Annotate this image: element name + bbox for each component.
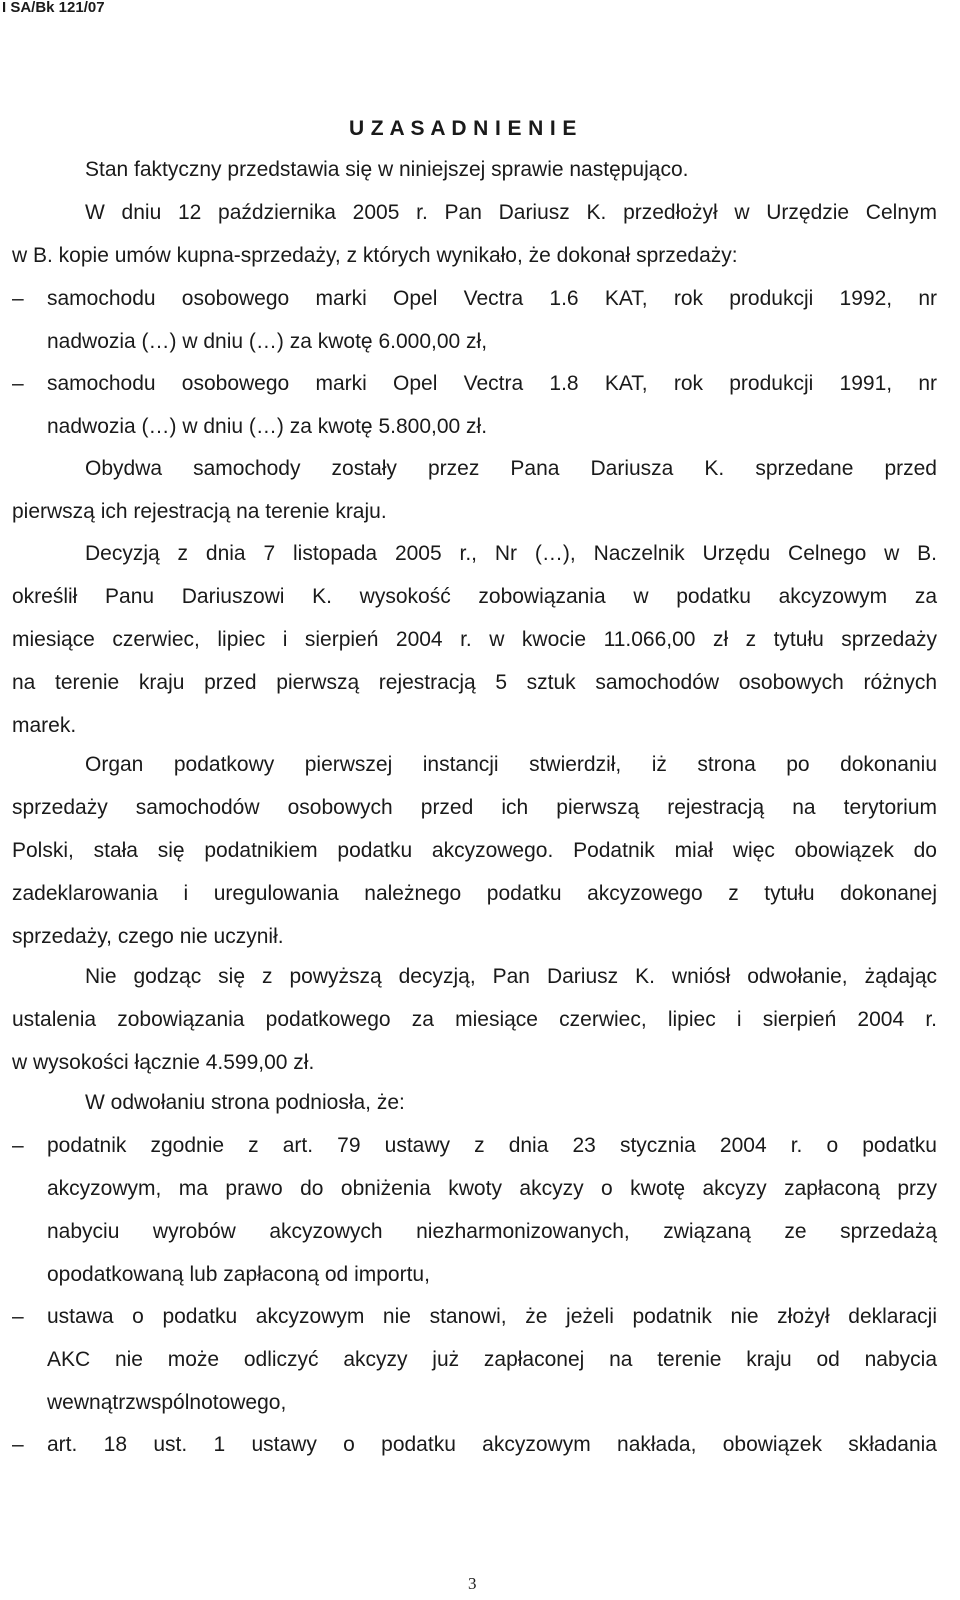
list-item [12, 1423, 937, 1466]
text-line: W dniu 12 października 2005 r. Pan Dariusz K. przedłożył w Urzędzie Celnym [85, 201, 937, 224]
text-line: marek. [12, 714, 77, 737]
list-item [12, 1124, 937, 1296]
text-line: zadeklarowania i uregulowania należnego podatku akcyzowego z tytułu dokonanej [12, 882, 937, 905]
case-reference: I SA/Bk 121/07 [2, 0, 105, 16]
text-line: określił Panu Dariuszowi K. wysokość zobowiązania w podatku akcyzowym za [12, 585, 937, 608]
paragraph-sold-before-registration [12, 447, 937, 533]
text-line: AKC nie może odliczyć akcyzy już zapłaconej na terenie kraju od nabycia [47, 1348, 937, 1371]
text-line: Obydwa samochody zostały przez Pana Dariusza K. sprzedane przed [85, 457, 937, 480]
paragraph-decision [12, 532, 937, 747]
dash-bullet: – [12, 1433, 24, 1456]
text-line: akcyzowym, ma prawo do obniżenia kwoty akcyzy o kwotę akcyzy zapłaconą przy [47, 1177, 937, 1200]
text-line: na terenie kraju przed pierwszą rejestracją 5 sztuk samochodów osobowych różnych [12, 671, 937, 694]
text-line: wewnątrzwspólnotowego, [47, 1391, 287, 1414]
list-item [12, 362, 937, 448]
text-line: Nie godząc się z powyższą decyzją, Pan Dariusz K. wniósł odwołanie, żądając [85, 965, 937, 988]
text-line: nadwozia (…) w dniu (…) za kwotę 6.000,00 zł, [47, 330, 488, 353]
dash-bullet: – [12, 372, 24, 395]
text-line: nadwozia (…) w dniu (…) za kwotę 5.800,00 zł. [47, 415, 488, 438]
text-line: opodatkowaną lub zapłaconą od importu, [47, 1263, 430, 1286]
dash-bullet: – [12, 1305, 24, 1328]
text-line: miesiące czerwiec, lipiec i sierpień 2004 r. w kwocie 11.066,00 zł z tytułu sprzedaży [12, 628, 937, 651]
paragraph-submission [12, 191, 937, 277]
page-number: 3 [468, 1574, 477, 1593]
paragraph-first-instance-findings [12, 743, 937, 958]
dash-bullet: – [12, 287, 24, 310]
text-line: sprzedaży, czego nie uczynił. [12, 925, 284, 948]
text-line: sprzedaży samochodów osobowych przed ich pierwszą rejestracją na terytorium [12, 796, 937, 819]
section-title: U Z A S A D N I E N I E [349, 117, 577, 140]
list-item [12, 1295, 937, 1424]
text-line: Stan faktyczny przedstawia się w niniejszej sprawie następująco. [85, 158, 689, 181]
list-item [12, 277, 937, 363]
text-line: w wysokości łącznie 4.599,00 zł. [12, 1051, 315, 1074]
text-line: W odwołaniu strona podniosła, że: [85, 1091, 405, 1114]
text-line: art. 18 ust. 1 ustawy o podatku akcyzowym nakłada, obowiązek składania [47, 1433, 937, 1456]
text-line: samochodu osobowego marki Opel Vectra 1.6 KAT, rok produkcji 1992, nr [47, 287, 937, 310]
text-line: pierwszą ich rejestracją na terenie kraju. [12, 500, 387, 523]
text-line: ustalenia zobowiązania podatkowego za miesiące czerwiec, lipiec i sierpień 2004 r. [12, 1008, 937, 1031]
text-line: nabyciu wyrobów akcyzowych niezharmonizowanych, związaną ze sprzedażą [47, 1220, 937, 1243]
text-line: samochodu osobowego marki Opel Vectra 1.8 KAT, rok produkcji 1991, nr [47, 372, 937, 395]
text-line: podatnik zgodnie z art. 79 ustawy z dnia 23 stycznia 2004 r. o podatku [47, 1134, 937, 1157]
text-line: Decyzją z dnia 7 listopada 2005 r., Nr (…), Naczelnik Urzędu Celnego w B. [85, 542, 937, 565]
text-line: w B. kopie umów kupna-sprzedaży, z których wynikało, że dokonał sprzedaży: [12, 244, 738, 267]
paragraph-appeal [12, 955, 937, 1084]
dash-bullet: – [12, 1134, 24, 1157]
text-line: Polski, stała się podatnikiem podatku akcyzowego. Podatnik miał więc obowiązek do [12, 839, 937, 862]
paragraph-appeal-arguments-intro [12, 1081, 937, 1124]
text-line: Organ podatkowy pierwszej instancji stwierdził, iż strona po dokonaniu [85, 753, 937, 776]
text-line: ustawa o podatku akcyzowym nie stanowi, że jeżeli podatnik nie złożył deklaracji [47, 1305, 937, 1328]
paragraph-facts-intro [12, 148, 937, 191]
